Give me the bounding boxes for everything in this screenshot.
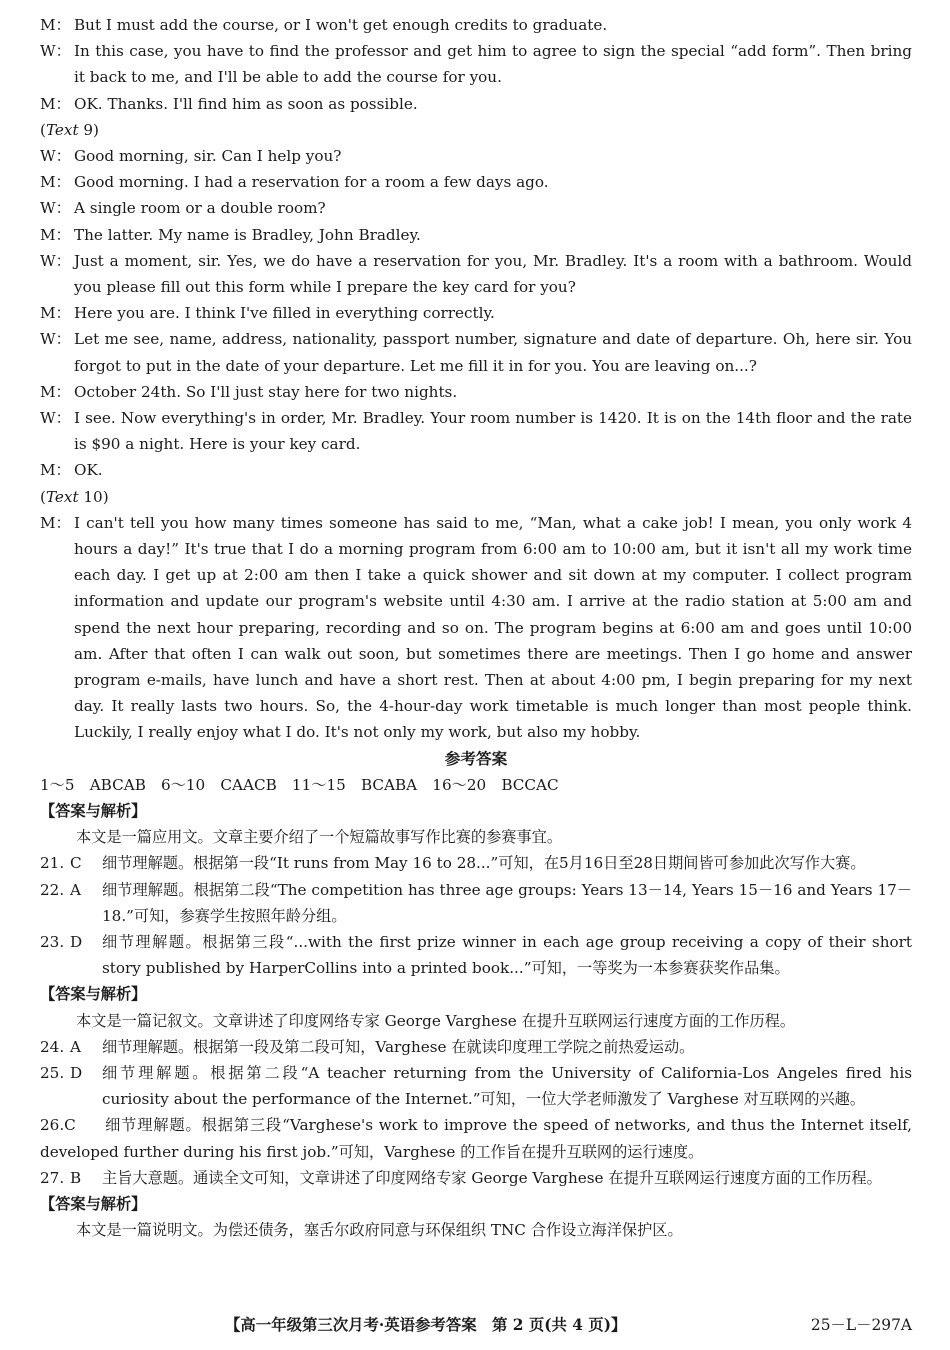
analysis-tag: 【答案与解析】 — [40, 801, 147, 820]
footer-title: 【高一年级第三次月考·英语参考答案 第 2 页(共 4 页)】 — [225, 1316, 627, 1334]
dialogue-line: M： OK. Thanks. I'll find him as soon as possible. — [40, 94, 418, 113]
dialogue-line: M： But I must add the course, or I won't get enough credits to graduate. — [40, 16, 608, 34]
dialogue-line: M： Good morning. I had a reservation for a room a few days ago. — [40, 173, 549, 192]
question-analysis: 26.C 细节理解题。根据第三段“Varghese's work to improve the speed of networks, and thus the Internet itself, developed further during his first job.”可知，Varghese 的工作旨在提升互联网的运行速度。 — [40, 1116, 912, 1161]
text9-label: (Text 9) — [40, 120, 99, 139]
dialogue-line: W： In this case, you have to find the professor and get him to agree to sign the special “add form”. Then bring it back to me, and I'll be able to add the course for you. — [40, 42, 912, 87]
page-footer — [40, 1312, 912, 1338]
question-analysis: 21. C 细节理解题。根据第一段“It runs from May 16 to 28...”可知，在5月16日至28日期间皆可参加此次写作大赛。 — [40, 854, 866, 873]
dialogue-line: M： OK. — [40, 461, 103, 480]
dialogue-line: M： I can't tell you how many times someone has said to me, “Man, what a cake job! I mean, you only work 4 hours a day!” It's true that I do a morning program from 6:00 am to 10:00 am, but it isn't all my work time each day. I get up at 2:00 am then I take a quick shower and sit down at my computer. I collect program information and update our program's website until 4:30 am. I arrive at the radio station at 5:00 am and spend the next hour preparing, recording and so on. The program begins at 6:00 am and goes until 10:00 am. After that often I can walk out soon, but sometimes there are meetings. Then I go home and answer program e-mails, have lunch and have a short rest. Then at about 4:00 pm, I begin preparing for my next day. It really lasts two hours. So, the 4-hour-day work timetable is much longer than most people think. Luckily, I really enjoy what I do. It's not only my work, but also my hobby. — [40, 513, 912, 742]
dialogue-line: M： October 24th. So I'll just stay here for two nights. — [40, 382, 458, 401]
dialogue-line: W： I see. Now everything's in order, Mr. Bradley. Your room number is 1420. It is on the 14th floor and the rate is $90 a night. Here is your key card. — [40, 409, 912, 454]
dialogue-top — [40, 12, 912, 117]
passage-intro: 本文是一篇说明文。为偿还债务，塞舌尔政府同意与环保组织 TNC 合作设立海洋保护区。 — [76, 1221, 683, 1240]
passage-intro: 本文是一篇应用文。文章主要介绍了一个短篇故事写作比赛的参赛事宜。 — [76, 828, 562, 847]
answer-keys: 1～5 ABCAB 6～10 CAACB 11～15 BCABA 16～20 BCCAC — [40, 775, 559, 794]
answer-page — [40, 12, 912, 1243]
question-analysis: 22. A 细节理解题。根据第二段“The competition has three age groups: Years 13－14, Years 15－16 and Years 17－18.”可知，参赛学生按照年龄分组。 — [40, 880, 912, 925]
dialogue-line: W： Just a moment, sir. Yes, we do have a reservation for you, Mr. Bradley. It's a room with a bathroom. Would you please fill out this form while I prepare the key card for you? — [40, 251, 912, 297]
question-analysis: 27. B 主旨大意题。通读全文可知，文章讲述了印度网络专家 George Varghese 在提升互联网运行速度方面的工作历程。 — [40, 1168, 882, 1187]
question-analysis: 25. D 细节理解题。根据第二段“A teacher returning from the University of California-Los Angeles fired his curiosity about the performance of the Internet.”可知，一位大学老师激发了 Varghese 对互联网的兴趣。 — [40, 1063, 912, 1109]
analysis-tag: 【答案与解析】 — [40, 1194, 147, 1213]
dialogue-line: M： Here you are. I think I've filled in everything correctly. — [40, 304, 495, 323]
text10-label: (Text 10) — [40, 487, 109, 506]
dialogue-line: W： Let me see, name, address, nationality, passport number, signature and date of departure. Oh, here sir. You forgot to put in the date of your departure. Let me fill it in for you. You are leaving on...? — [40, 330, 912, 375]
text10-monologue — [40, 510, 912, 746]
footer-code: 25－L－297A — [810, 1316, 912, 1334]
analysis-tag: 【答案与解析】 — [40, 985, 147, 1004]
text9-dialogue — [40, 143, 912, 484]
answers-heading: 参考答案 — [444, 748, 508, 768]
question-analysis: 24. A 细节理解题。根据第一段及第二段可知，Varghese 在就读印度理工学院之前热爱运动。 — [40, 1037, 695, 1056]
question-analysis: 23. D 细节理解题。根据第三段“...with the first prize winner in each age group receiving a copy of their short story published by HarperCollins into a printed book...”可知，一等奖为一本参赛获奖作品集。 — [40, 932, 912, 978]
dialogue-line: W： Good morning, sir. Can I help you? — [40, 147, 342, 166]
dialogue-line: W： A single room or a double room? — [40, 199, 326, 218]
passage-intro: 本文是一篇记叙文。文章讲述了印度网络专家 George Varghese 在提升互联网运行速度方面的工作历程。 — [76, 1011, 796, 1030]
dialogue-line: M： The latter. My name is Bradley, John Bradley. — [40, 225, 421, 244]
